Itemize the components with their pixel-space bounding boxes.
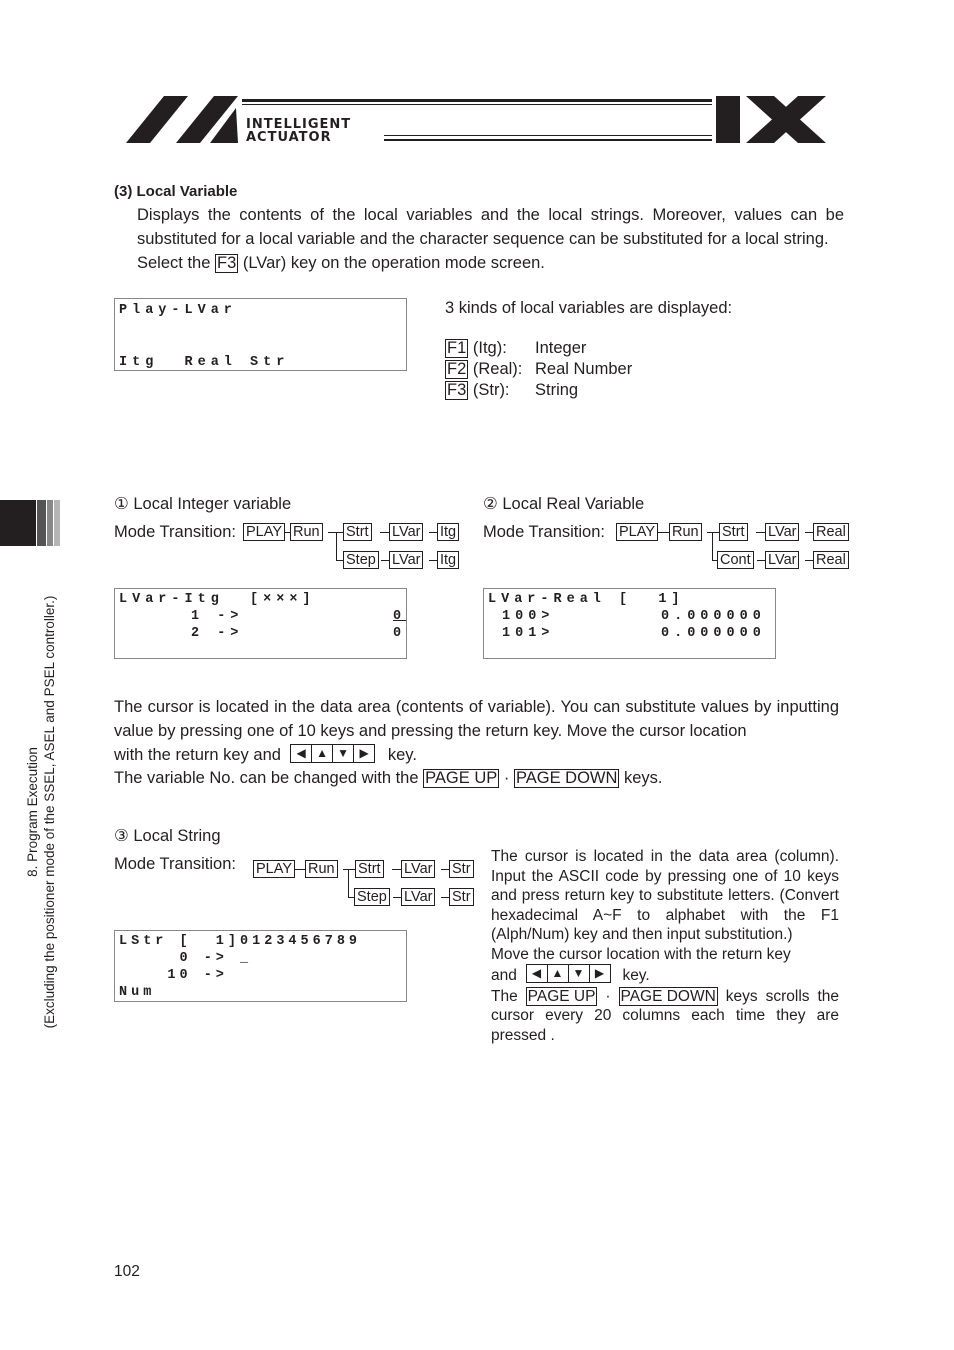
str-box: Str: [449, 888, 474, 906]
up-arrow-key-icon: ▲: [311, 744, 333, 763]
strt-box: Strt: [719, 523, 748, 541]
step-box: Step: [354, 888, 390, 906]
lvar-box: LVar: [765, 523, 799, 541]
real-lcd-line1: LVar-Real [ 1]: [488, 592, 685, 607]
lvar-box: LVar: [401, 888, 435, 906]
string-mode-transition: [253, 860, 478, 910]
kind-desc: String: [535, 381, 579, 399]
left-arrow-key-icon: ◀: [290, 744, 312, 763]
cursor-paragraph: The cursor is located in the data area (contents of variable). You can substitute values by inputting value by pressing one of 10 keys and pressing the return key. Move the cursor location: [114, 698, 839, 740]
right-arrow-key-icon: ▶: [353, 744, 375, 763]
lvar-box: LVar: [401, 860, 435, 878]
real-box: Real: [813, 551, 849, 569]
string-page-pre: The: [491, 987, 518, 1005]
run-box: Run: [290, 523, 323, 541]
cursor-end-post: key.: [387, 746, 417, 764]
itg-box: Itg: [437, 523, 459, 541]
kind-label: (Str):: [472, 381, 510, 399]
down-arrow-key-icon: ▼: [568, 964, 590, 983]
select-post: (LVar) key on the operation mode screen.: [242, 254, 545, 272]
integer-lcd-value: 0: [393, 626, 407, 641]
integer-title: ① Local Integer variable: [114, 495, 292, 513]
string-lcd-screen: [114, 930, 407, 1002]
str-box: Str: [449, 860, 474, 878]
f3-key: F3: [447, 381, 467, 399]
step-box: Step: [343, 551, 379, 569]
f2-key: F2: [447, 360, 467, 378]
run-box: Run: [669, 523, 702, 541]
integer-lcd-cursor-value: 0: [393, 609, 407, 624]
cursor-paragraph-end: [114, 743, 417, 767]
page-down-key: PAGE DOWN: [515, 769, 618, 787]
lvar-box: LVar: [389, 551, 423, 569]
cont-box: Cont: [717, 551, 754, 569]
string-lcd-line3: 10 ->: [119, 968, 228, 983]
strt-box: Strt: [343, 523, 372, 541]
variable-no-line: [114, 766, 663, 790]
section-intro: Displays the contents of the local variables and the local strings. Moreover, values can be substituted for a local variable and the character sequence can be substituted for a local string.: [137, 206, 844, 248]
kinds-list: [445, 336, 705, 399]
integer-mode-transition: [243, 523, 468, 573]
kind-desc: Real Number: [535, 360, 633, 378]
section-title: (3) Local Variable: [114, 183, 238, 200]
f1-key: F1: [447, 339, 467, 357]
integer-mode-label: Mode Transition:: [114, 523, 236, 541]
up-arrow-key-icon: ▲: [547, 964, 569, 983]
integer-lcd-screen: [114, 588, 407, 659]
f3-key: F3: [216, 254, 237, 272]
real-lcd-row-no: 100>: [502, 609, 555, 624]
variable-no-post: keys.: [624, 769, 663, 787]
play-box: PLAY: [253, 860, 295, 878]
string-page-text: [491, 987, 839, 1046]
main-lcd-screen: [114, 298, 407, 371]
string-move-line2: [491, 964, 839, 986]
string-page-post: keys scrolls the cursor every 20 columns each time they are pressed .: [491, 987, 840, 1044]
integer-lcd-row-no: 2 ->: [191, 626, 244, 641]
play-box: PLAY: [616, 523, 658, 541]
string-move-and: and: [491, 967, 517, 984]
cursor-end-pre: with the return key and: [114, 746, 281, 764]
real-mode-transition: [616, 523, 850, 573]
string-desc-text: The cursor is located in the data area (column). Input the ASCII code by pressing one of 10 keys and press return key to substitute letters. (Convert hexadecimal A~F to alphabet with the F1 (Alph/Num) key and then input substitution.): [491, 848, 839, 943]
string-description: [491, 847, 839, 1045]
brand-line2: ACTUATOR: [246, 130, 332, 145]
variable-no-pre: The variable No. can be changed with the: [114, 769, 419, 787]
string-lcd-line1: LStr [ 1]0123456789: [119, 934, 362, 949]
lvar-box: LVar: [389, 523, 423, 541]
kind-item: [445, 357, 705, 378]
kinds-heading: 3 kinds of local variables are displayed:: [445, 299, 733, 317]
string-move-post: key.: [622, 967, 650, 984]
right-arrow-key-icon: ▶: [589, 964, 611, 983]
lvar-box: LVar: [765, 551, 799, 569]
kind-label: (Real):: [472, 360, 523, 378]
string-lcd-line4: Num: [119, 985, 156, 1000]
strt-box: Strt: [355, 860, 384, 878]
real-lcd-cursor-value: 0.000000: [661, 609, 766, 624]
real-lcd-screen: [483, 588, 776, 659]
kind-desc: Integer: [535, 339, 587, 357]
real-lcd-row-no: 101>: [502, 626, 555, 641]
real-mode-label: Mode Transition:: [483, 523, 605, 541]
real-lcd-value: 0.000000: [661, 626, 766, 641]
ia-logo-mark: [126, 94, 826, 146]
string-title: ③ Local String: [114, 827, 221, 845]
kind-item: [445, 378, 705, 399]
kind-label: (Itg):: [472, 339, 507, 357]
integer-lcd-line1: LVar-Itg [×××]: [119, 592, 316, 607]
page-up-key: PAGE UP: [527, 987, 596, 1005]
kind-item: [445, 336, 705, 357]
page-number: 102: [114, 1263, 140, 1280]
arrow-keys: [526, 967, 614, 984]
real-box: Real: [813, 523, 849, 541]
down-arrow-key-icon: ▼: [332, 744, 354, 763]
string-mode-label: Mode Transition:: [114, 855, 236, 873]
brand-line1: INTELLIGENT: [246, 117, 352, 132]
separator: ·: [605, 987, 611, 1005]
side-tab-text: [24, 552, 74, 1072]
side-tab-line1: 8. Program Execution: [25, 747, 40, 877]
integer-lcd-row-no: 1 ->: [191, 609, 244, 624]
arrow-keys: [290, 746, 379, 764]
select-pre: Select the: [137, 254, 211, 272]
play-box: PLAY: [243, 523, 285, 541]
page-down-key: PAGE DOWN: [620, 987, 716, 1005]
string-move-line1: Move the cursor location with the return key: [491, 945, 791, 963]
string-lcd-line2: 0 -> _: [119, 951, 253, 966]
side-tab-marker: [0, 500, 60, 546]
select-line: [137, 251, 545, 275]
real-title: ② Local Real Variable: [483, 495, 645, 513]
left-arrow-key-icon: ◀: [526, 964, 548, 983]
header-logo: [126, 94, 826, 146]
itg-box: Itg: [437, 551, 459, 569]
page-up-key: PAGE UP: [425, 769, 498, 787]
main-lcd-line1: Play-LVar: [119, 303, 237, 318]
separator: ·: [503, 769, 510, 787]
run-box: Run: [305, 860, 338, 878]
main-lcd-line2: Itg Real Str: [119, 355, 290, 370]
side-tab-line2: (Excluding the positioner mode of the SSEL, ASEL and PSEL controller.): [42, 595, 57, 1029]
